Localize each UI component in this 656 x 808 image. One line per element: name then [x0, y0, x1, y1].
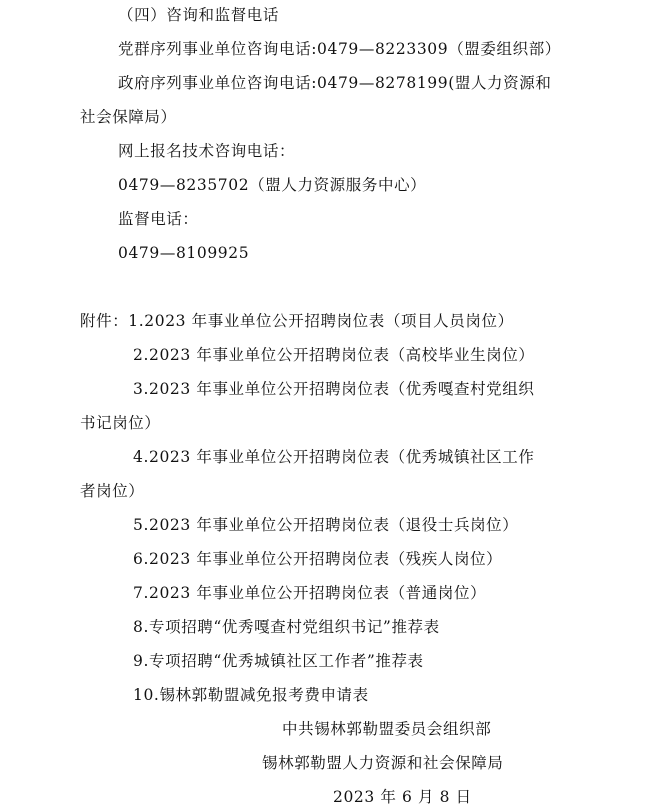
online-phone-number: 0479—8235702（盟人力资源服务中心）: [118, 176, 427, 194]
supervision-phone-number: 0479—8109925: [118, 244, 250, 262]
attachment-item-6: 6.2023 年事业单位公开招聘岗位表（残疾人岗位）: [133, 550, 503, 568]
online-phone-label: 网上报名技术咨询电话：: [118, 142, 296, 160]
attachment-item-3-cont: 书记岗位）: [80, 414, 161, 432]
signature-org-hr: 锡林郭勒盟人力资源和社会保障局: [262, 754, 504, 772]
attachment-item-3: 3.2023 年事业单位公开招聘岗位表（优秀嘎查村党组织: [133, 380, 535, 398]
supervision-phone-label: 监督电话：: [118, 210, 199, 228]
attachment-item-10: 10.锡林郭勒盟减免报考费申请表: [133, 686, 369, 704]
section-heading: （四）咨询和监督电话: [118, 6, 280, 24]
attachment-item-7: 7.2023 年事业单位公开招聘岗位表（普通岗位）: [133, 584, 487, 602]
attachment-item-5: 5.2023 年事业单位公开招聘岗位表（退役士兵岗位）: [133, 516, 519, 534]
party-phone-line: 党群序列事业单位咨询电话:0479—8223309（盟委组织部）: [118, 40, 561, 58]
signature-date: 2023 年 6 月 8 日: [333, 788, 472, 806]
gov-phone-line-cont: 社会保障局）: [80, 108, 177, 126]
attachment-item-4-cont: 者岗位）: [80, 482, 145, 500]
attachment-item-1: 附件：1.2023 年事业单位公开招聘岗位表（项目人员岗位）: [80, 312, 514, 330]
signature-org-party: 中共锡林郭勒盟委员会组织部: [282, 720, 492, 738]
attachment-item-9: 9.专项招聘“优秀城镇社区工作者”推荐表: [133, 652, 424, 670]
gov-phone-line: 政府序列事业单位咨询电话:0479—8278199(盟人力资源和: [118, 74, 552, 92]
attachment-item-2: 2.2023 年事业单位公开招聘岗位表（高校毕业生岗位）: [133, 346, 535, 364]
attachment-item-8: 8.专项招聘“优秀嘎查村党组织书记”推荐表: [133, 618, 440, 636]
attachment-item-4: 4.2023 年事业单位公开招聘岗位表（优秀城镇社区工作: [133, 448, 535, 466]
